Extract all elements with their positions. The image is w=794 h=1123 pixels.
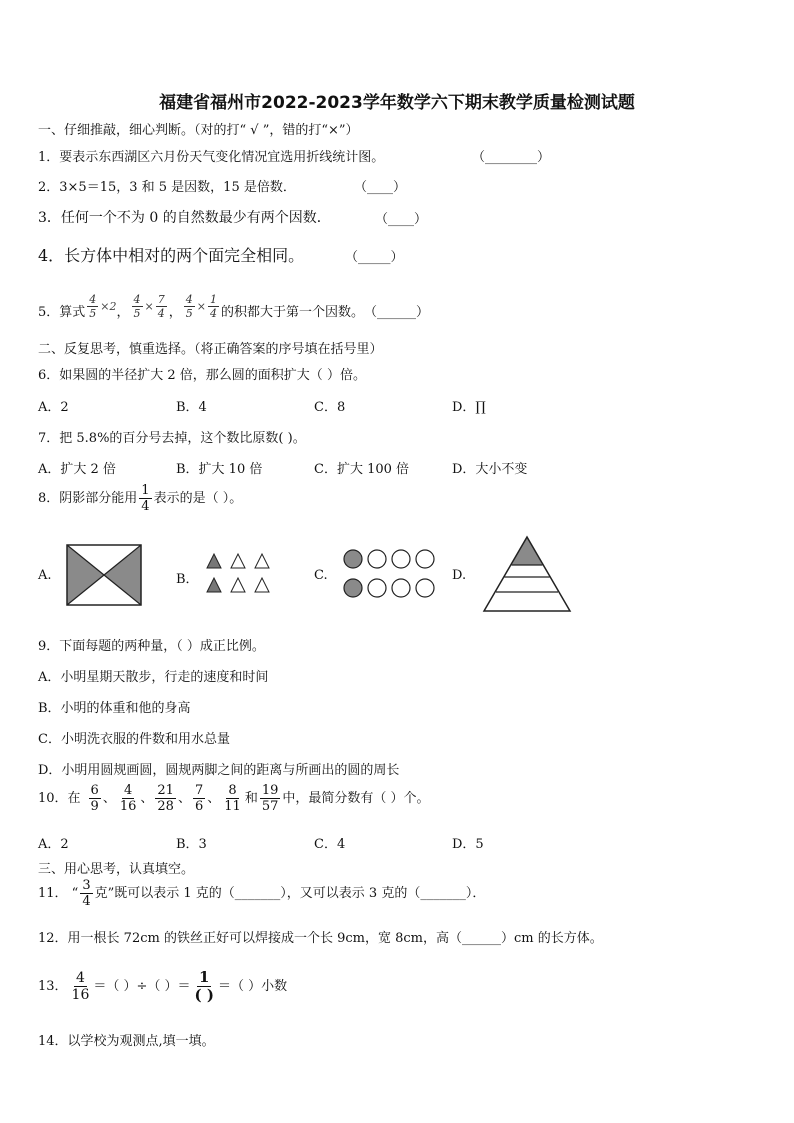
fraction: $\frac{4}{5}$	[185, 293, 193, 320]
triangle	[255, 554, 269, 568]
question-3-answer-blank[interactable]: （____）	[375, 212, 428, 227]
question-8-prefix: 8．阴影部分能用	[38, 491, 138, 506]
section-3-heading: 三、用心思考，认真填空。	[38, 862, 195, 877]
fraction: $\frac{6}{9}$	[90, 783, 99, 814]
q7-option-b[interactable]: B．扩大 10 倍	[176, 462, 263, 477]
question-2-answer-blank[interactable]: （____）	[354, 180, 407, 195]
question-14-text: 14．以学校为观测点,填一填。	[38, 1034, 215, 1049]
question-8	[38, 484, 242, 513]
circle	[392, 550, 410, 568]
question-2-text: 2．3×5＝15，3 和 5 是因数，15 是倍数．	[38, 180, 296, 195]
fraction: $\frac{4}{16}$	[119, 783, 137, 814]
q7-option-c[interactable]: C．扩大 100 倍	[314, 462, 410, 477]
q9-option-d[interactable]: D．小明用圆规画圆，圆规两脚之间的距离与所画出的圆的周长	[38, 763, 400, 778]
fraction: $\frac{1}{4}$	[141, 483, 150, 514]
triangle	[231, 554, 245, 568]
shaded-top-triangle	[512, 537, 543, 565]
fraction: $\frac{1}{( )}$	[194, 968, 214, 1004]
question-8-suffix: 表示的是（ ）。	[153, 491, 243, 506]
circles-figure	[342, 548, 438, 600]
circle	[392, 579, 410, 597]
rectangle-diagonals-figure	[66, 544, 142, 606]
question-1-answer-blank[interactable]: （________）	[472, 150, 551, 165]
layered-triangle-figure	[482, 535, 572, 613]
q9-option-a[interactable]: A．小明星期天散步，行走的速度和时间	[38, 670, 269, 685]
q8-option-c[interactable]: C.	[314, 568, 328, 583]
q6-option-a[interactable]: A．2	[38, 400, 69, 415]
question-5-answer-blank[interactable]: （______）	[363, 305, 429, 320]
question-4-answer-blank[interactable]: （_____）	[345, 250, 404, 265]
question-1	[38, 146, 384, 165]
circle-shaded	[344, 550, 362, 568]
circle	[416, 550, 434, 568]
triangle	[231, 578, 245, 592]
question-11-prefix: 11． “	[38, 886, 79, 901]
triangles-figure	[205, 552, 271, 596]
fraction: $\frac{1}{4}$	[209, 293, 217, 320]
question-1-text: 1．要表示东西湖区六月份天气变化情况宜选用折线统计图。	[38, 150, 385, 165]
q8-option-d[interactable]: D.	[452, 568, 467, 583]
shaded-left-triangle	[67, 545, 104, 605]
fraction: $\frac{4}{5}$	[89, 293, 97, 320]
circle-shaded	[344, 579, 362, 597]
q6-option-c[interactable]: C．8	[314, 400, 346, 415]
shaded-right-triangle	[104, 545, 141, 605]
fraction: $\frac{8}{11}$	[224, 783, 241, 814]
q10-option-d[interactable]: D．5	[452, 837, 484, 852]
fraction: $\frac{4}{5}$	[133, 293, 141, 320]
question-4-text: 4．长方体中相对的两个面完全相同。	[38, 246, 305, 265]
question-13-middle: ＝（ ）÷（ ）＝	[93, 979, 191, 994]
q9-option-c[interactable]: C．小明洗衣服的件数和用水总量	[38, 732, 230, 747]
q7-option-d[interactable]: D．大小不变	[452, 462, 528, 477]
section-1-heading: 一、仔细推敲，细心判断。（对的打“ √ ”，错的打“×”）	[38, 123, 359, 138]
question-13-prefix: 13．	[38, 979, 68, 994]
triangle	[255, 578, 269, 592]
q7-option-a[interactable]: A．扩大 2 倍	[38, 462, 116, 477]
fraction: $\frac{7}{6}$	[194, 783, 204, 814]
question-3-text: 3．任何一个不为 0 的自然数最少有两个因数．	[38, 210, 331, 226]
q10-option-a[interactable]: A．2	[38, 837, 69, 852]
triangle-shaded	[207, 554, 221, 568]
question-10: 10．在 $\frac{6}{9}$ 、 $\frac{4}{16}$ 、 $\frac{21}{28}$ 、 $\frac{7}{6}$ 、 $\frac{8}{11}$ 和 $\frac{19}{57}$ 中，最简分数有（ ）个。	[38, 783, 430, 814]
question-13-suffix: ＝（ ）小数	[217, 979, 288, 994]
fraction: $\frac{21}{28}$	[157, 783, 174, 814]
triangle-shaded	[207, 578, 221, 592]
q10-option-c[interactable]: C．4	[314, 837, 346, 852]
fraction: $\frac{3}{4}$	[82, 878, 91, 909]
q8-option-a[interactable]: A.	[38, 568, 52, 583]
question-5-prefix: 5．算式	[38, 305, 86, 320]
question-9-text: 9．下面每题的两种量，（ ）成正比例。	[38, 639, 265, 654]
question-11	[38, 879, 485, 908]
q9-option-b[interactable]: B．小明的体重和他的身高	[38, 701, 191, 716]
question-5: 5．算式 $\frac{4}{5}$ ×2， $\frac{4}{5}$ × $\frac{7}{4}$ ， $\frac{4}{5}$ × $\frac{1}{4}$ 的积都大于第一个因数。（______）	[38, 284, 429, 319]
question-5-suffix: 的积都大于第一个因数。	[220, 305, 364, 320]
fraction: $\frac{4}{16}$	[71, 970, 90, 1003]
section-2-heading: 二、反复思考，慎重选择。（将正确答案的序号填在括号里）	[38, 342, 383, 357]
q6-option-d[interactable]: D．∏	[452, 400, 486, 415]
question-12-text: 12．用一根长 72cm 的铁丝正好可以焊接成一个长 9cm，宽 8cm，高（______）cm 的长方体。	[38, 931, 603, 946]
q6-option-b[interactable]: B．4	[176, 400, 207, 415]
question-10-suffix: 中，最简分数有（ ）个。	[282, 791, 430, 806]
circle	[368, 579, 386, 597]
fraction: $\frac{7}{4}$	[157, 293, 165, 320]
question-13	[38, 970, 287, 1003]
fraction: $\frac{19}{57}$	[261, 783, 279, 814]
question-10-prefix: 10．在	[38, 791, 81, 806]
page-title: 福建省福州市2022-2023学年数学六下期末教学质量检测试题	[159, 93, 635, 113]
circle	[368, 550, 386, 568]
circle	[416, 579, 434, 597]
question-6-text: 6．如果圆的半径扩大 2 倍，那么圆的面积扩大（ ）倍。	[38, 368, 366, 383]
question-11-suffix: 克”既可以表示 1 克的（_______），又可以表示 3 克的（_______）．	[94, 886, 486, 901]
question-7-text: 7．把 5.8%的百分号去掉，这个数比原数( )。	[38, 431, 306, 446]
q10-option-b[interactable]: B．3	[176, 837, 207, 852]
q8-option-b[interactable]: B．	[176, 572, 199, 587]
